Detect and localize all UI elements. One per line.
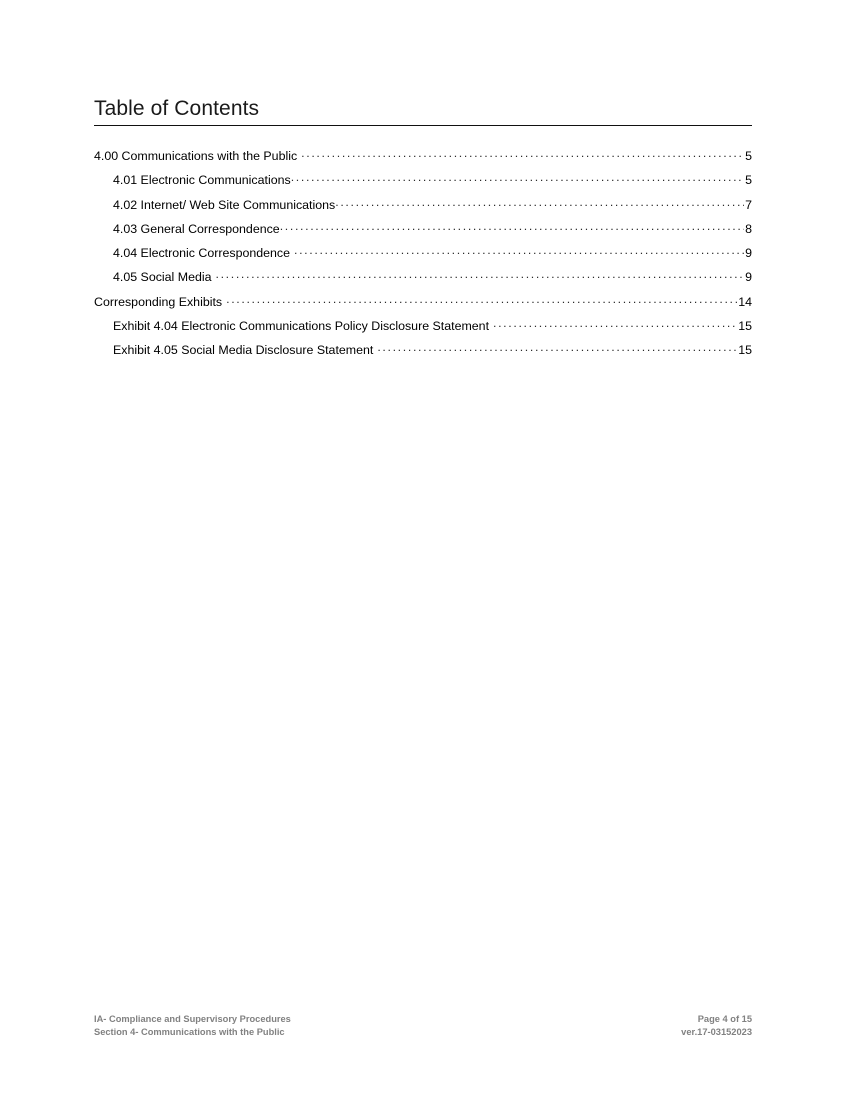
toc-entry[interactable]	[94, 314, 752, 338]
table-of-contents-list	[94, 144, 752, 363]
footer-document-title: IA- Compliance and Supervisory Procedures	[94, 1014, 291, 1024]
footer-left-block	[94, 1013, 291, 1038]
toc-entry[interactable]	[94, 265, 752, 289]
table-of-contents-header	[94, 96, 752, 126]
toc-dot-leader	[291, 170, 744, 184]
toc-entry-page-number: 5	[745, 149, 752, 163]
toc-entry[interactable]	[94, 290, 752, 314]
toc-entry[interactable]	[94, 241, 752, 265]
toc-dot-leader	[216, 267, 745, 281]
toc-dot-leader	[226, 292, 737, 306]
toc-entry-label: 4.02 Internet/ Web Site Communications	[113, 197, 336, 212]
toc-entry-label: 4.05 Social Media	[113, 270, 212, 285]
toc-entry-label: Exhibit 4.05 Social Media Disclosure Statement	[113, 343, 374, 358]
toc-entry-label: 4.00 Communications with the Public	[94, 149, 298, 163]
toc-entry-page-number: 15	[738, 319, 752, 334]
toc-entry-label: 4.03 General Correspondence	[113, 221, 280, 236]
toc-entry-page-number: 9	[745, 270, 752, 285]
toc-entry-page-number: 7	[745, 197, 752, 212]
toc-entry-page-number: 15	[738, 343, 752, 358]
toc-dot-leader	[294, 243, 744, 257]
toc-dot-leader	[335, 195, 744, 209]
toc-dot-leader	[377, 340, 737, 354]
toc-entry[interactable]	[94, 168, 752, 192]
footer-right-block	[681, 1013, 752, 1038]
toc-entry[interactable]	[94, 144, 752, 168]
toc-dot-leader	[280, 219, 744, 233]
toc-entry-page-number: 14	[738, 294, 752, 309]
toc-entry-label: Corresponding Exhibits	[94, 294, 223, 309]
toc-entry[interactable]	[94, 193, 752, 217]
toc-dot-leader	[301, 146, 744, 160]
footer-version: ver.17-03152023	[681, 1026, 752, 1037]
toc-entry-label: 4.04 Electronic Correspondence	[113, 246, 291, 261]
toc-entry-page-number: 8	[745, 221, 752, 236]
heading-divider	[94, 125, 752, 126]
toc-entry[interactable]	[94, 338, 752, 362]
toc-entry-page-number: 9	[745, 246, 752, 261]
toc-entry-page-number: 5	[745, 173, 752, 188]
page-title: Table of Contents	[94, 97, 260, 120]
page-footer	[94, 1013, 752, 1038]
toc-entry[interactable]	[94, 217, 752, 241]
toc-dot-leader	[493, 316, 737, 330]
footer-section-title: Section 4- Communications with the Public	[94, 1026, 285, 1037]
footer-page-number: Page 4 of 15	[697, 1014, 752, 1024]
toc-entry-label: 4.01 Electronic Communications	[113, 173, 291, 188]
toc-entry-label: Exhibit 4.04 Electronic Communications Policy Disclosure Statement	[113, 319, 490, 334]
